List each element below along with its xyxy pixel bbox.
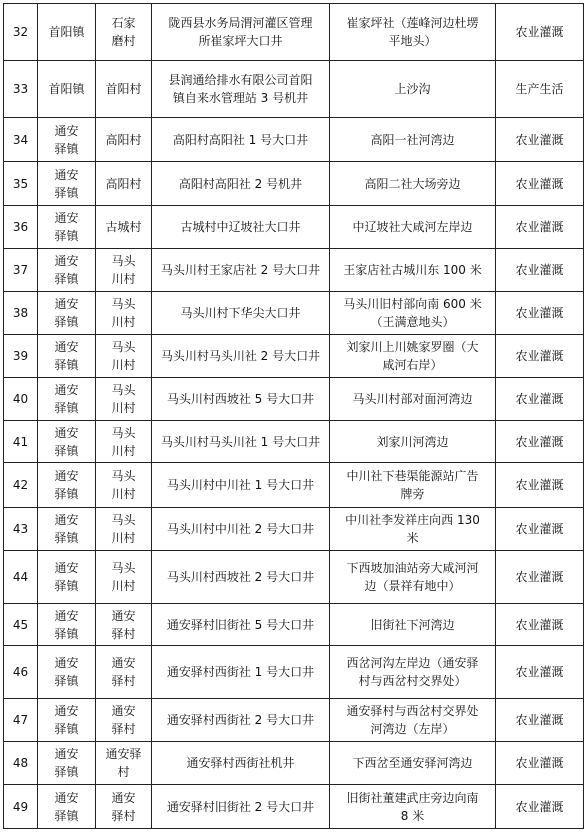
usage-cell: 农业灌溉 bbox=[496, 249, 584, 292]
address-cell: 刘家川河湾边 bbox=[330, 421, 496, 463]
town-cell: 通安 驿镇 bbox=[38, 335, 96, 378]
address-cell: 马头川旧村部向南 600 米 （王满意地头） bbox=[330, 292, 496, 335]
table-row bbox=[4, 292, 584, 335]
village-cell: 马头 川村 bbox=[96, 463, 152, 508]
table-row bbox=[4, 604, 584, 646]
usage-cell: 农业灌溉 bbox=[496, 551, 584, 604]
town-cell: 首阳镇 bbox=[38, 4, 96, 61]
row-number: 42 bbox=[4, 463, 38, 508]
row-number: 36 bbox=[4, 206, 38, 249]
town-cell: 通安 驿镇 bbox=[38, 785, 96, 829]
row-number: 47 bbox=[4, 699, 38, 742]
well-location-cell: 马头川村中川社 1 号大口井 bbox=[152, 463, 330, 508]
village-cell: 马头 川村 bbox=[96, 551, 152, 604]
town-cell: 通安 驿镇 bbox=[38, 463, 96, 508]
table-row bbox=[4, 118, 584, 162]
address-cell: 西岔河沟左岸边（通安驿 村与西岔村交界处） bbox=[330, 646, 496, 699]
village-cell: 通安驿 村 bbox=[96, 742, 152, 785]
table-row bbox=[4, 508, 584, 551]
town-cell: 通安 驿镇 bbox=[38, 646, 96, 699]
town-cell: 通安 驿镇 bbox=[38, 604, 96, 646]
table-row bbox=[4, 206, 584, 249]
well-location-cell: 通安驿村西街社 1 号大口井 bbox=[152, 646, 330, 699]
usage-cell: 农业灌溉 bbox=[496, 646, 584, 699]
village-cell: 马头 川村 bbox=[96, 249, 152, 292]
usage-cell: 农业灌溉 bbox=[496, 742, 584, 785]
town-cell: 通安 驿镇 bbox=[38, 508, 96, 551]
address-cell: 下西坡加油站旁大咸河河 边（景祥有地中） bbox=[330, 551, 496, 604]
town-cell: 通安 驿镇 bbox=[38, 742, 96, 785]
address-cell: 崔家坪社（莲峰河边杜塄 平地头） bbox=[330, 4, 496, 61]
well-location-cell: 通安驿村西街社 2 号大口井 bbox=[152, 699, 330, 742]
well-location-cell: 通安驿村旧街社 5 号大口井 bbox=[152, 604, 330, 646]
village-cell: 高阳村 bbox=[96, 118, 152, 162]
village-cell: 通安 驿村 bbox=[96, 604, 152, 646]
village-cell: 石家 磨村 bbox=[96, 4, 152, 61]
address-cell: 中辽坡社大咸河左岸边 bbox=[330, 206, 496, 249]
well-location-cell: 马头川村西坡社 5 号大口井 bbox=[152, 378, 330, 421]
table-row bbox=[4, 551, 584, 604]
table-row bbox=[4, 378, 584, 421]
address-cell: 刘家川上川姚家罗圈（大 咸河右岸） bbox=[330, 335, 496, 378]
well-location-cell: 县润通给排水有限公司首阳 镇自来水管理站 3 号机井 bbox=[152, 61, 330, 118]
row-number: 48 bbox=[4, 742, 38, 785]
table-row bbox=[4, 249, 584, 292]
table-row bbox=[4, 162, 584, 206]
town-cell: 通安 驿镇 bbox=[38, 206, 96, 249]
usage-cell: 农业灌溉 bbox=[496, 162, 584, 206]
row-number: 40 bbox=[4, 378, 38, 421]
table-row bbox=[4, 646, 584, 699]
village-cell: 马头 川村 bbox=[96, 508, 152, 551]
usage-cell: 农业灌溉 bbox=[496, 785, 584, 829]
table-row bbox=[4, 785, 584, 829]
address-cell: 通安驿村与西岔村交界处 河湾边（左岸） bbox=[330, 699, 496, 742]
usage-cell: 农业灌溉 bbox=[496, 378, 584, 421]
well-location-cell: 古城村中辽坡社大口井 bbox=[152, 206, 330, 249]
table-row bbox=[4, 742, 584, 785]
village-cell: 通安 驿村 bbox=[96, 699, 152, 742]
address-cell: 旧街社董建武庄旁边向南 8 米 bbox=[330, 785, 496, 829]
address-cell: 王家店社古城川东 100 米 bbox=[330, 249, 496, 292]
village-cell: 古城村 bbox=[96, 206, 152, 249]
row-number: 49 bbox=[4, 785, 38, 829]
address-cell: 高阳一社河湾边 bbox=[330, 118, 496, 162]
well-location-cell: 通安驿村旧街社 2 号大口井 bbox=[152, 785, 330, 829]
town-cell: 首阳镇 bbox=[38, 61, 96, 118]
row-number: 44 bbox=[4, 551, 38, 604]
row-number: 43 bbox=[4, 508, 38, 551]
usage-cell: 农业灌溉 bbox=[496, 118, 584, 162]
address-cell: 下西岔至通安驿河湾边 bbox=[330, 742, 496, 785]
row-number: 38 bbox=[4, 292, 38, 335]
town-cell: 通安 驿镇 bbox=[38, 162, 96, 206]
usage-cell: 农业灌溉 bbox=[496, 292, 584, 335]
village-cell: 通安 驿村 bbox=[96, 785, 152, 829]
row-number: 39 bbox=[4, 335, 38, 378]
table-row bbox=[4, 699, 584, 742]
well-location-cell: 陇西县水务局渭河灌区管理 所崔家坪大口井 bbox=[152, 4, 330, 61]
well-location-cell: 马头川村马头川社 2 号大口井 bbox=[152, 335, 330, 378]
well-location-cell: 高阳村高阳社 2 号机井 bbox=[152, 162, 330, 206]
row-number: 46 bbox=[4, 646, 38, 699]
table-row bbox=[4, 4, 584, 61]
usage-cell: 农业灌溉 bbox=[496, 604, 584, 646]
well-location-cell: 马头川村下华尖大口井 bbox=[152, 292, 330, 335]
table-row bbox=[4, 421, 584, 463]
town-cell: 通安 驿镇 bbox=[38, 378, 96, 421]
usage-cell: 农业灌溉 bbox=[496, 699, 584, 742]
row-number: 35 bbox=[4, 162, 38, 206]
row-number: 32 bbox=[4, 4, 38, 61]
village-cell: 马头 川村 bbox=[96, 421, 152, 463]
address-cell: 旧街社下河湾边 bbox=[330, 604, 496, 646]
village-cell: 高阳村 bbox=[96, 162, 152, 206]
row-number: 33 bbox=[4, 61, 38, 118]
table-row bbox=[4, 61, 584, 118]
town-cell: 通安 驿镇 bbox=[38, 551, 96, 604]
address-cell: 高阳二社大场旁边 bbox=[330, 162, 496, 206]
usage-cell: 农业灌溉 bbox=[496, 206, 584, 249]
village-cell: 马头 川村 bbox=[96, 378, 152, 421]
village-cell: 马头 川村 bbox=[96, 292, 152, 335]
village-cell: 首阳村 bbox=[96, 61, 152, 118]
village-cell: 马头 川村 bbox=[96, 335, 152, 378]
table-row bbox=[4, 335, 584, 378]
well-location-cell: 通安驿村西街社机井 bbox=[152, 742, 330, 785]
row-number: 45 bbox=[4, 604, 38, 646]
well-location-cell: 高阳村高阳社 1 号大口井 bbox=[152, 118, 330, 162]
address-cell: 上沙沟 bbox=[330, 61, 496, 118]
town-cell: 通安 驿镇 bbox=[38, 292, 96, 335]
well-location-cell: 马头川村马头川社 1 号大口井 bbox=[152, 421, 330, 463]
town-cell: 通安 驿镇 bbox=[38, 118, 96, 162]
usage-cell: 农业灌溉 bbox=[496, 335, 584, 378]
address-cell: 马头川村部对面河湾边 bbox=[330, 378, 496, 421]
well-location-cell: 马头川村西坡社 2 号大口井 bbox=[152, 551, 330, 604]
table-row bbox=[4, 463, 584, 508]
address-cell: 中川社下巷渠能源站广告 牌旁 bbox=[330, 463, 496, 508]
well-location-cell: 马头川村王家店社 2 号大口井 bbox=[152, 249, 330, 292]
row-number: 37 bbox=[4, 249, 38, 292]
town-cell: 通安 驿镇 bbox=[38, 249, 96, 292]
town-cell: 通安 驿镇 bbox=[38, 699, 96, 742]
town-cell: 通安 驿镇 bbox=[38, 421, 96, 463]
well-location-cell: 马头川村中川社 2 号大口井 bbox=[152, 508, 330, 551]
row-number: 34 bbox=[4, 118, 38, 162]
table-body bbox=[4, 4, 584, 829]
address-cell: 中川社李发祥庄向西 130 米 bbox=[330, 508, 496, 551]
usage-cell: 农业灌溉 bbox=[496, 421, 584, 463]
usage-cell: 农业灌溉 bbox=[496, 508, 584, 551]
usage-cell: 生产生活 bbox=[496, 61, 584, 118]
row-number: 41 bbox=[4, 421, 38, 463]
usage-cell: 农业灌溉 bbox=[496, 463, 584, 508]
usage-cell: 农业灌溉 bbox=[496, 4, 584, 61]
water-source-table bbox=[3, 3, 584, 829]
village-cell: 通安 驿村 bbox=[96, 646, 152, 699]
